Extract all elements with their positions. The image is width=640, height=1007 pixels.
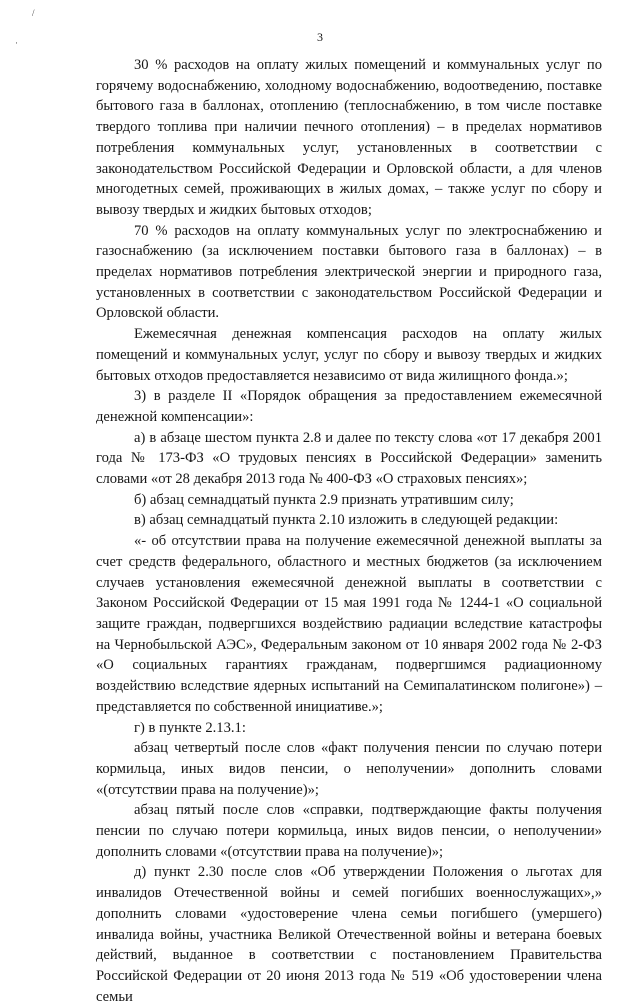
paragraph: б) абзац семнадцатый пункта 2.9 признать утратившим силу; (134, 491, 514, 508)
scan-mark: / (32, 8, 35, 18)
paragraph: «- об отсутствии права на получение ежемесячной денежной выплаты за счет средств федерального, областного и местных бюджетов (за исключением случаев установления ежемесячной денежной выплаты в соответствии с Законом Российской Федерации от 15 мая 1991 года № 1244-1 «О социальной защите граждан, подвергшихся воздействию радиации вследствие катастрофы на Чернобыльской АЭС», Федеральным законом от 10 января 2002 года № 2-ФЗ «О социальных гарантиях гражданам, подвергшимся радиационному воздействию вследствие ядерных испытаний на Семипалатинском полигоне») – представляется по собственной инициативе.»; (96, 533, 602, 715)
scan-mark: · (15, 38, 18, 48)
paragraph: 30 % расходов на оплату жилых помещений и коммунальных услуг по горячему водоснабжению, холодному водоснабжению, водоотведению, поставке бытового газа в баллонах, отоплению (теплоснабжению, в том числе поставке твердого топлива при наличии печного отопления) – в пределах нормативов потребления коммунальных услуг, установленных в соответствии с законодательством Российской Федерации и Орловской области, а для членов многодетных семей, проживающих в жилых домах, – также услуг по сбору и вывозу твердых и жидких бытовых отходов; (96, 57, 602, 218)
paragraph: абзац пятый после слов «справки, подтверждающие факты получения пенсии по случаю потери кормильца, иных видов пенсии, о неполучении» дополнить словами «(отсутствии права на получение)»; (96, 802, 602, 860)
paragraph: а) в абзаце шестом пункта 2.8 и далее по тексту слова «от 17 декабря 2001 года № 173-ФЗ «О трудовых пенсиях в Российской Федерации» заменить словами «от 28 декабря 2013 года № 400-ФЗ «О страховых пенсиях»; (96, 429, 602, 488)
paragraph: Ежемесячная денежная компенсация расходов на оплату жилых помещений и коммунальных услуг, услуг по сбору и вывозу твердых и жидких бытовых отходов предоставляется независимо от вида жилищного фонда.»; (96, 326, 602, 384)
page-number: 3 (317, 30, 323, 44)
paragraph: в) абзац семнадцатый пункта 2.10 изложить в следующей редакции: (134, 512, 559, 529)
paragraph: д) пункт 2.30 после слов «Об утверждении Положения о льготах для инвалидов Отечественной войны и семей погибших военнослужащих»,» дополнить словами «удостоверение члена семьи погибшего (умершего) инвалида войны, участника Великой Отечественной войны и ветерана боевых действий, выданное в соответствии с постановлением Правительства Российской Федерации от 20 июня 2013 года № 519 «Об удостоверении члена семьи (96, 864, 602, 1005)
paragraph: 3) в разделе II «Порядок обращения за предоставлением ежемесячной денежной компенсации»: (96, 388, 602, 425)
paragraph: г) в пункте 2.13.1: (134, 719, 246, 736)
document-body (96, 55, 602, 1007)
paragraph: абзац четвертый после слов «факт получения пенсии по случаю потери кормильца, иных видов пенсии, о неполучении» дополнить словами «(отсутствии права на получение)»; (96, 740, 602, 798)
paragraph: 70 % расходов на оплату коммунальных услуг по электроснабжению и газоснабжению (за исключением поставки бытового газа в баллонах) – в пределах нормативов потребления электрической энергии и природного газа, установленных в соответствии с законодательством Российской Федерации и Орловской области. (96, 222, 602, 322)
